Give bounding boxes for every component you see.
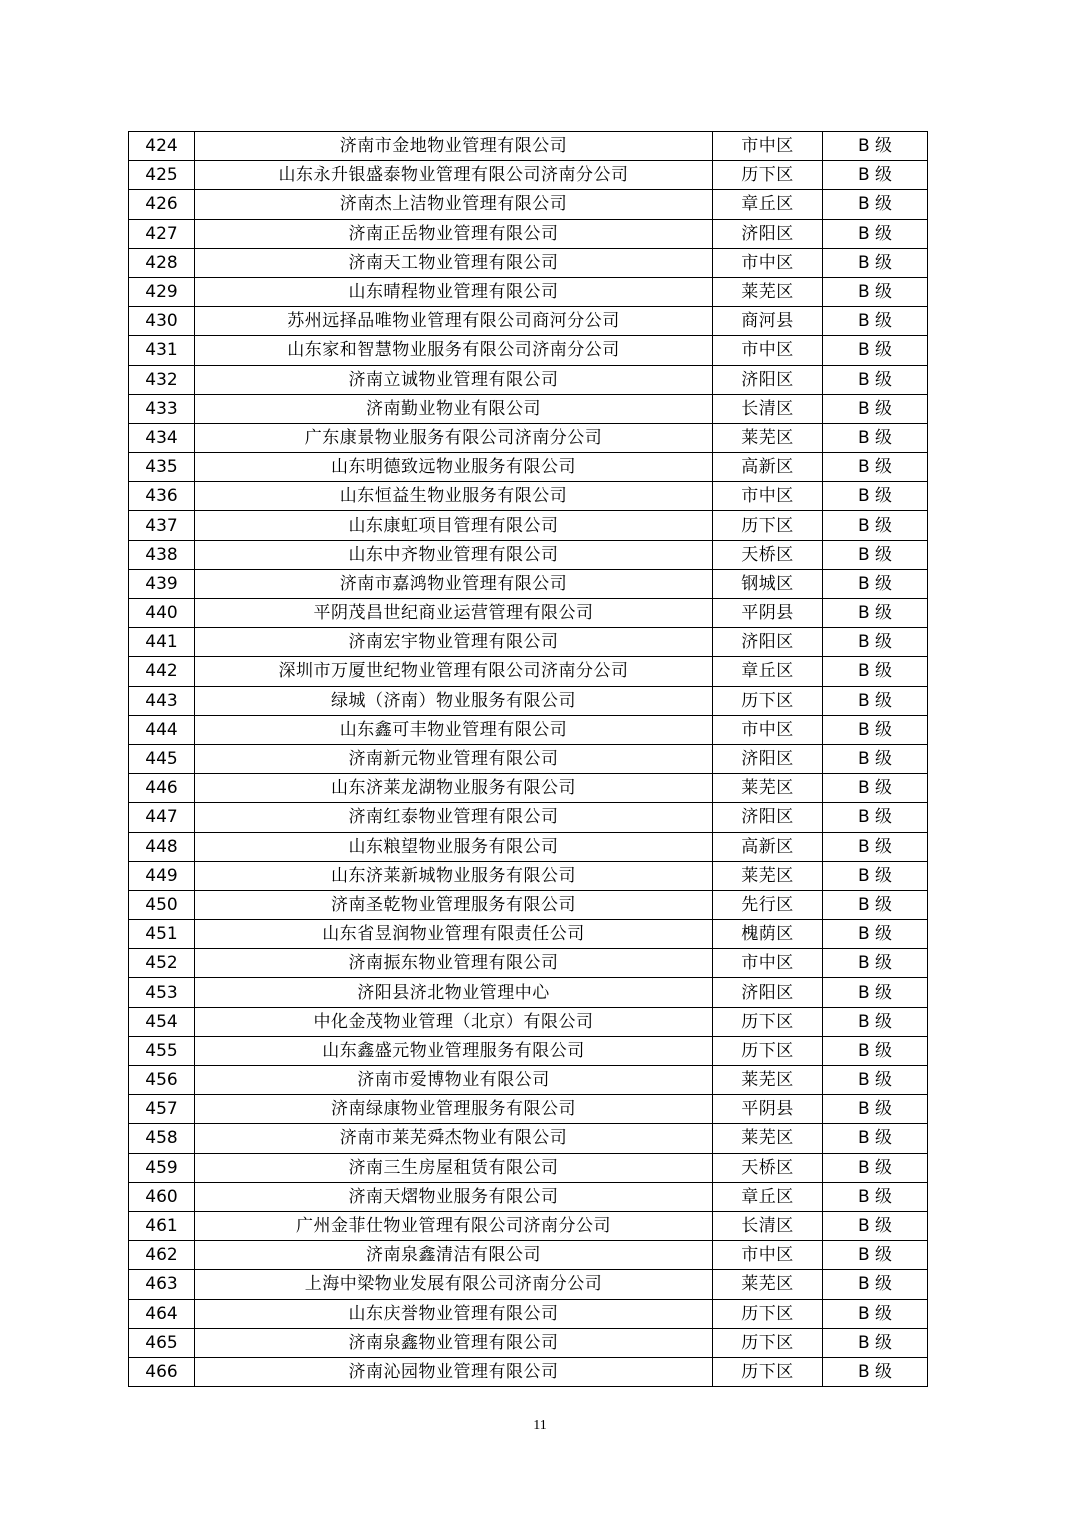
district-cell: 长清区	[713, 1211, 823, 1240]
district-cell: 历下区	[713, 1357, 823, 1386]
company-name-cell: 山东济莱新城物业服务有限公司	[195, 861, 713, 890]
grade-cell: B 级	[823, 1270, 928, 1299]
grade-cell: B 级	[823, 657, 928, 686]
district-cell: 章丘区	[713, 1182, 823, 1211]
grade-cell: B 级	[823, 365, 928, 394]
district-cell: 济阳区	[713, 803, 823, 832]
district-cell: 槐荫区	[713, 920, 823, 949]
company-name-cell: 山东鑫盛元物业管理服务有限公司	[195, 1036, 713, 1065]
company-name-cell: 济南红泰物业管理有限公司	[195, 803, 713, 832]
row-number-cell: 437	[129, 511, 195, 540]
grade-cell: B 级	[823, 511, 928, 540]
company-name-cell: 济阳县济北物业管理中心	[195, 978, 713, 1007]
grade-cell: B 级	[823, 890, 928, 919]
grade-cell: B 级	[823, 774, 928, 803]
district-cell: 市中区	[713, 949, 823, 978]
row-number-cell: 461	[129, 1211, 195, 1240]
district-cell: 莱芜区	[713, 1066, 823, 1095]
company-name-cell: 济南勤业物业有限公司	[195, 394, 713, 423]
grade-cell: B 级	[823, 803, 928, 832]
table-row	[129, 394, 928, 423]
company-name-cell: 济南新元物业管理有限公司	[195, 744, 713, 773]
district-cell: 市中区	[713, 336, 823, 365]
row-number-cell: 424	[129, 132, 195, 161]
district-cell: 钢城区	[713, 569, 823, 598]
district-cell: 平阴县	[713, 1095, 823, 1124]
grade-cell: B 级	[823, 1211, 928, 1240]
company-name-cell: 山东济莱龙湖物业服务有限公司	[195, 774, 713, 803]
table-row	[129, 1299, 928, 1328]
grade-cell: B 级	[823, 219, 928, 248]
row-number-cell: 431	[129, 336, 195, 365]
row-number-cell: 451	[129, 920, 195, 949]
district-cell: 长清区	[713, 394, 823, 423]
company-name-cell: 山东省昱润物业管理有限责任公司	[195, 920, 713, 949]
table-row	[129, 657, 928, 686]
table-row	[129, 744, 928, 773]
row-number-cell: 448	[129, 832, 195, 861]
row-number-cell: 460	[129, 1182, 195, 1211]
table-row	[129, 277, 928, 306]
grade-cell: B 级	[823, 540, 928, 569]
district-cell: 市中区	[713, 715, 823, 744]
table-row	[129, 569, 928, 598]
grade-cell: B 级	[823, 1299, 928, 1328]
table-row	[129, 978, 928, 1007]
row-number-cell: 440	[129, 599, 195, 628]
district-cell: 天桥区	[713, 1153, 823, 1182]
district-cell: 章丘区	[713, 190, 823, 219]
row-number-cell: 455	[129, 1036, 195, 1065]
row-number-cell: 450	[129, 890, 195, 919]
company-name-cell: 山东恒益生物业服务有限公司	[195, 482, 713, 511]
grade-cell: B 级	[823, 277, 928, 306]
table-row	[129, 132, 928, 161]
table-row	[129, 307, 928, 336]
grade-cell: B 级	[823, 949, 928, 978]
grade-cell: B 级	[823, 1182, 928, 1211]
table-row	[129, 1241, 928, 1270]
row-number-cell: 454	[129, 1007, 195, 1036]
row-number-cell: 438	[129, 540, 195, 569]
row-number-cell: 430	[129, 307, 195, 336]
table-row	[129, 774, 928, 803]
row-number-cell: 446	[129, 774, 195, 803]
district-cell: 历下区	[713, 1036, 823, 1065]
grade-cell: B 级	[823, 599, 928, 628]
table-row	[129, 423, 928, 452]
row-number-cell: 453	[129, 978, 195, 1007]
grade-cell: B 级	[823, 1328, 928, 1357]
row-number-cell: 445	[129, 744, 195, 773]
company-name-cell: 山东庆誉物业管理有限公司	[195, 1299, 713, 1328]
table-row	[129, 365, 928, 394]
grade-cell: B 级	[823, 423, 928, 452]
table-body	[129, 132, 928, 1387]
table-row	[129, 1095, 928, 1124]
row-number-cell: 463	[129, 1270, 195, 1299]
row-number-cell: 427	[129, 219, 195, 248]
table-row	[129, 248, 928, 277]
table-row	[129, 628, 928, 657]
district-cell: 历下区	[713, 1299, 823, 1328]
table-row	[129, 861, 928, 890]
row-number-cell: 464	[129, 1299, 195, 1328]
company-name-cell: 济南天熠物业服务有限公司	[195, 1182, 713, 1211]
company-name-cell: 苏州远择品唯物业管理有限公司商河分公司	[195, 307, 713, 336]
row-number-cell: 465	[129, 1328, 195, 1357]
district-cell: 高新区	[713, 832, 823, 861]
district-cell: 莱芜区	[713, 277, 823, 306]
row-number-cell: 429	[129, 277, 195, 306]
district-cell: 章丘区	[713, 657, 823, 686]
row-number-cell: 426	[129, 190, 195, 219]
grade-cell: B 级	[823, 569, 928, 598]
grade-cell: B 级	[823, 1124, 928, 1153]
company-name-cell: 济南泉鑫清洁有限公司	[195, 1241, 713, 1270]
company-name-cell: 广州金菲仕物业管理有限公司济南分公司	[195, 1211, 713, 1240]
table-row	[129, 482, 928, 511]
company-name-cell: 山东中齐物业管理有限公司	[195, 540, 713, 569]
row-number-cell: 444	[129, 715, 195, 744]
row-number-cell: 443	[129, 686, 195, 715]
table-row	[129, 1328, 928, 1357]
table-row	[129, 190, 928, 219]
row-number-cell: 462	[129, 1241, 195, 1270]
table-row	[129, 803, 928, 832]
district-cell: 济阳区	[713, 628, 823, 657]
company-name-cell: 山东家和智慧物业服务有限公司济南分公司	[195, 336, 713, 365]
district-cell: 高新区	[713, 453, 823, 482]
company-name-cell: 济南市嘉鸿物业管理有限公司	[195, 569, 713, 598]
row-number-cell: 441	[129, 628, 195, 657]
row-number-cell: 449	[129, 861, 195, 890]
table-row	[129, 599, 928, 628]
table-row	[129, 686, 928, 715]
table-row	[129, 336, 928, 365]
grade-cell: B 级	[823, 715, 928, 744]
grade-cell: B 级	[823, 161, 928, 190]
company-name-cell: 济南绿康物业管理服务有限公司	[195, 1095, 713, 1124]
table-row	[129, 511, 928, 540]
grade-cell: B 级	[823, 1357, 928, 1386]
grade-cell: B 级	[823, 307, 928, 336]
grade-cell: B 级	[823, 1036, 928, 1065]
grade-cell: B 级	[823, 686, 928, 715]
district-cell: 济阳区	[713, 978, 823, 1007]
row-number-cell: 435	[129, 453, 195, 482]
company-name-cell: 山东晴程物业管理有限公司	[195, 277, 713, 306]
row-number-cell: 452	[129, 949, 195, 978]
enterprise-grade-table	[128, 131, 928, 1387]
grade-cell: B 级	[823, 453, 928, 482]
row-number-cell: 456	[129, 1066, 195, 1095]
district-cell: 平阴县	[713, 599, 823, 628]
table-row	[129, 1007, 928, 1036]
district-cell: 莱芜区	[713, 1270, 823, 1299]
district-cell: 莱芜区	[713, 1124, 823, 1153]
company-name-cell: 济南市金地物业管理有限公司	[195, 132, 713, 161]
grade-cell: B 级	[823, 1153, 928, 1182]
page-number: 11	[533, 1418, 547, 1433]
row-number-cell: 434	[129, 423, 195, 452]
district-cell: 莱芜区	[713, 423, 823, 452]
district-cell: 市中区	[713, 248, 823, 277]
row-number-cell: 466	[129, 1357, 195, 1386]
grade-cell: B 级	[823, 832, 928, 861]
company-name-cell: 济南市莱芜舜杰物业有限公司	[195, 1124, 713, 1153]
row-number-cell: 439	[129, 569, 195, 598]
table-row	[129, 1357, 928, 1386]
grade-cell: B 级	[823, 394, 928, 423]
table-row	[129, 1153, 928, 1182]
company-name-cell: 广东康景物业服务有限公司济南分公司	[195, 423, 713, 452]
table-row	[129, 1211, 928, 1240]
row-number-cell: 428	[129, 248, 195, 277]
district-cell: 历下区	[713, 1007, 823, 1036]
district-cell: 济阳区	[713, 219, 823, 248]
table-row	[129, 1066, 928, 1095]
company-name-cell: 山东明德致远物业服务有限公司	[195, 453, 713, 482]
company-name-cell: 济南沁园物业管理有限公司	[195, 1357, 713, 1386]
company-name-cell: 济南宏宇物业管理有限公司	[195, 628, 713, 657]
district-cell: 莱芜区	[713, 861, 823, 890]
district-cell: 济阳区	[713, 365, 823, 394]
district-cell: 历下区	[713, 511, 823, 540]
grade-cell: B 级	[823, 248, 928, 277]
row-number-cell: 457	[129, 1095, 195, 1124]
company-name-cell: 济南泉鑫物业管理有限公司	[195, 1328, 713, 1357]
table-row	[129, 1182, 928, 1211]
table-row	[129, 219, 928, 248]
company-name-cell: 山东永升银盛泰物业管理有限公司济南分公司	[195, 161, 713, 190]
grade-cell: B 级	[823, 1095, 928, 1124]
district-cell: 济阳区	[713, 744, 823, 773]
row-number-cell: 425	[129, 161, 195, 190]
district-cell: 市中区	[713, 132, 823, 161]
company-name-cell: 济南三生房屋租赁有限公司	[195, 1153, 713, 1182]
table-row	[129, 1124, 928, 1153]
table-row	[129, 453, 928, 482]
company-name-cell: 济南市爱博物业有限公司	[195, 1066, 713, 1095]
grade-cell: B 级	[823, 628, 928, 657]
table-row	[129, 920, 928, 949]
grade-cell: B 级	[823, 1241, 928, 1270]
company-name-cell: 深圳市万厦世纪物业管理有限公司济南分公司	[195, 657, 713, 686]
grade-cell: B 级	[823, 744, 928, 773]
table-row	[129, 161, 928, 190]
grade-cell: B 级	[823, 132, 928, 161]
district-cell: 市中区	[713, 482, 823, 511]
company-name-cell: 山东粮望物业服务有限公司	[195, 832, 713, 861]
district-cell: 历下区	[713, 686, 823, 715]
row-number-cell: 433	[129, 394, 195, 423]
company-name-cell: 中化金茂物业管理（北京）有限公司	[195, 1007, 713, 1036]
company-name-cell: 山东康虹项目管理有限公司	[195, 511, 713, 540]
row-number-cell: 447	[129, 803, 195, 832]
row-number-cell: 432	[129, 365, 195, 394]
district-cell: 商河县	[713, 307, 823, 336]
company-name-cell: 济南正岳物业管理有限公司	[195, 219, 713, 248]
company-name-cell: 济南天工物业管理有限公司	[195, 248, 713, 277]
district-cell: 历下区	[713, 1328, 823, 1357]
grade-cell: B 级	[823, 861, 928, 890]
table-row	[129, 1036, 928, 1065]
company-name-cell: 济南振东物业管理有限公司	[195, 949, 713, 978]
company-name-cell: 上海中梁物业发展有限公司济南分公司	[195, 1270, 713, 1299]
company-name-cell: 济南杰上洁物业管理有限公司	[195, 190, 713, 219]
district-cell: 天桥区	[713, 540, 823, 569]
table-row	[129, 890, 928, 919]
row-number-cell: 459	[129, 1153, 195, 1182]
grade-cell: B 级	[823, 920, 928, 949]
table-row	[129, 540, 928, 569]
table-row	[129, 1270, 928, 1299]
company-name-cell: 平阴茂昌世纪商业运营管理有限公司	[195, 599, 713, 628]
district-cell: 市中区	[713, 1241, 823, 1270]
district-cell: 莱芜区	[713, 774, 823, 803]
district-cell: 先行区	[713, 890, 823, 919]
company-name-cell: 山东鑫可丰物业管理有限公司	[195, 715, 713, 744]
company-name-cell: 济南圣乾物业管理服务有限公司	[195, 890, 713, 919]
grade-cell: B 级	[823, 336, 928, 365]
company-name-cell: 绿城（济南）物业服务有限公司	[195, 686, 713, 715]
company-name-cell: 济南立诚物业管理有限公司	[195, 365, 713, 394]
district-cell: 历下区	[713, 161, 823, 190]
table-row	[129, 715, 928, 744]
grade-cell: B 级	[823, 1007, 928, 1036]
table-row	[129, 949, 928, 978]
grade-cell: B 级	[823, 190, 928, 219]
table-row	[129, 832, 928, 861]
row-number-cell: 458	[129, 1124, 195, 1153]
row-number-cell: 442	[129, 657, 195, 686]
row-number-cell: 436	[129, 482, 195, 511]
grade-cell: B 级	[823, 482, 928, 511]
grade-cell: B 级	[823, 978, 928, 1007]
grade-cell: B 级	[823, 1066, 928, 1095]
